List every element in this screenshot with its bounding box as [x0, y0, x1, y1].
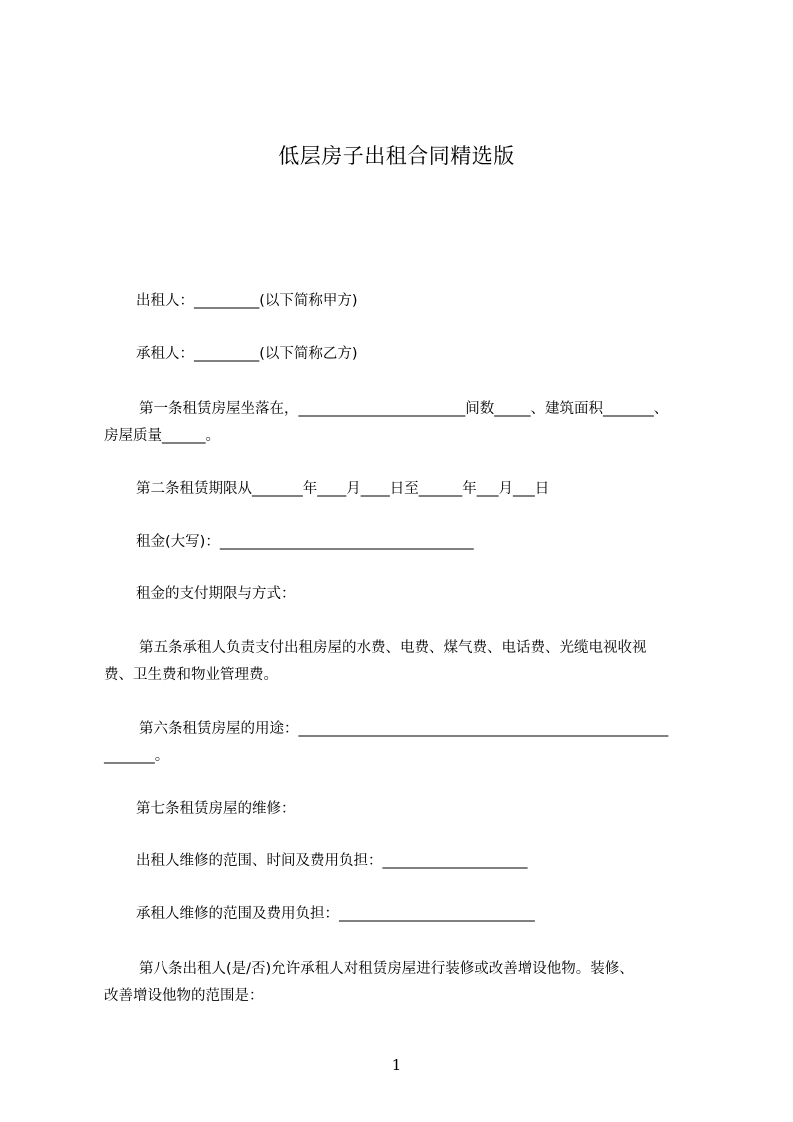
lessee-line: 承租人：_________(以下简称乙方): [136, 346, 358, 362]
page-number: 1: [391, 1056, 402, 1074]
lessee-repair-line: 承租人维修的范围及费用负担：___________________________: [136, 906, 535, 922]
rent-payment-line: 租金的支付期限与方式：: [136, 586, 296, 602]
article-2-line: 第二条租赁期限从_______年____月____日至______年___月___日: [136, 481, 550, 497]
document-title: 低层房子出租合同精选版: [278, 144, 515, 168]
lessor-line: 出租人：_________(以下简称甲方): [136, 293, 358, 309]
article-8-line-1: 第八条出租人(是/否)允许承租人对租赁房屋进行装修或改善增设他物。装修、: [139, 961, 634, 977]
article-1-line-2: 房屋质量______。: [104, 428, 220, 444]
article-6-line-2: _______。: [104, 748, 170, 764]
article-8-line-2: 改善增设他物的范围是：: [104, 988, 264, 1004]
article-1-line-1: 第一条租赁房屋坐落在，_______________________间数_____、建筑面积_______、: [139, 401, 669, 417]
article-5-line-1: 第五条承租人负责支付出租房屋的水费、电费、煤气费、电话费、光缆电视收视: [139, 640, 647, 656]
rent-amount-line: 租金(大写)：___________________________________: [136, 534, 474, 550]
lessor-repair-line: 出租人维修的范围、时间及费用负担：____________________: [136, 853, 528, 869]
article-7-line: 第七条租赁房屋的维修：: [136, 801, 296, 817]
article-6-line-1: 第六条租赁房屋的用途：___________________________________________________: [139, 721, 669, 737]
article-5-line-2: 费、卫生费和物业管理费。: [104, 667, 278, 683]
